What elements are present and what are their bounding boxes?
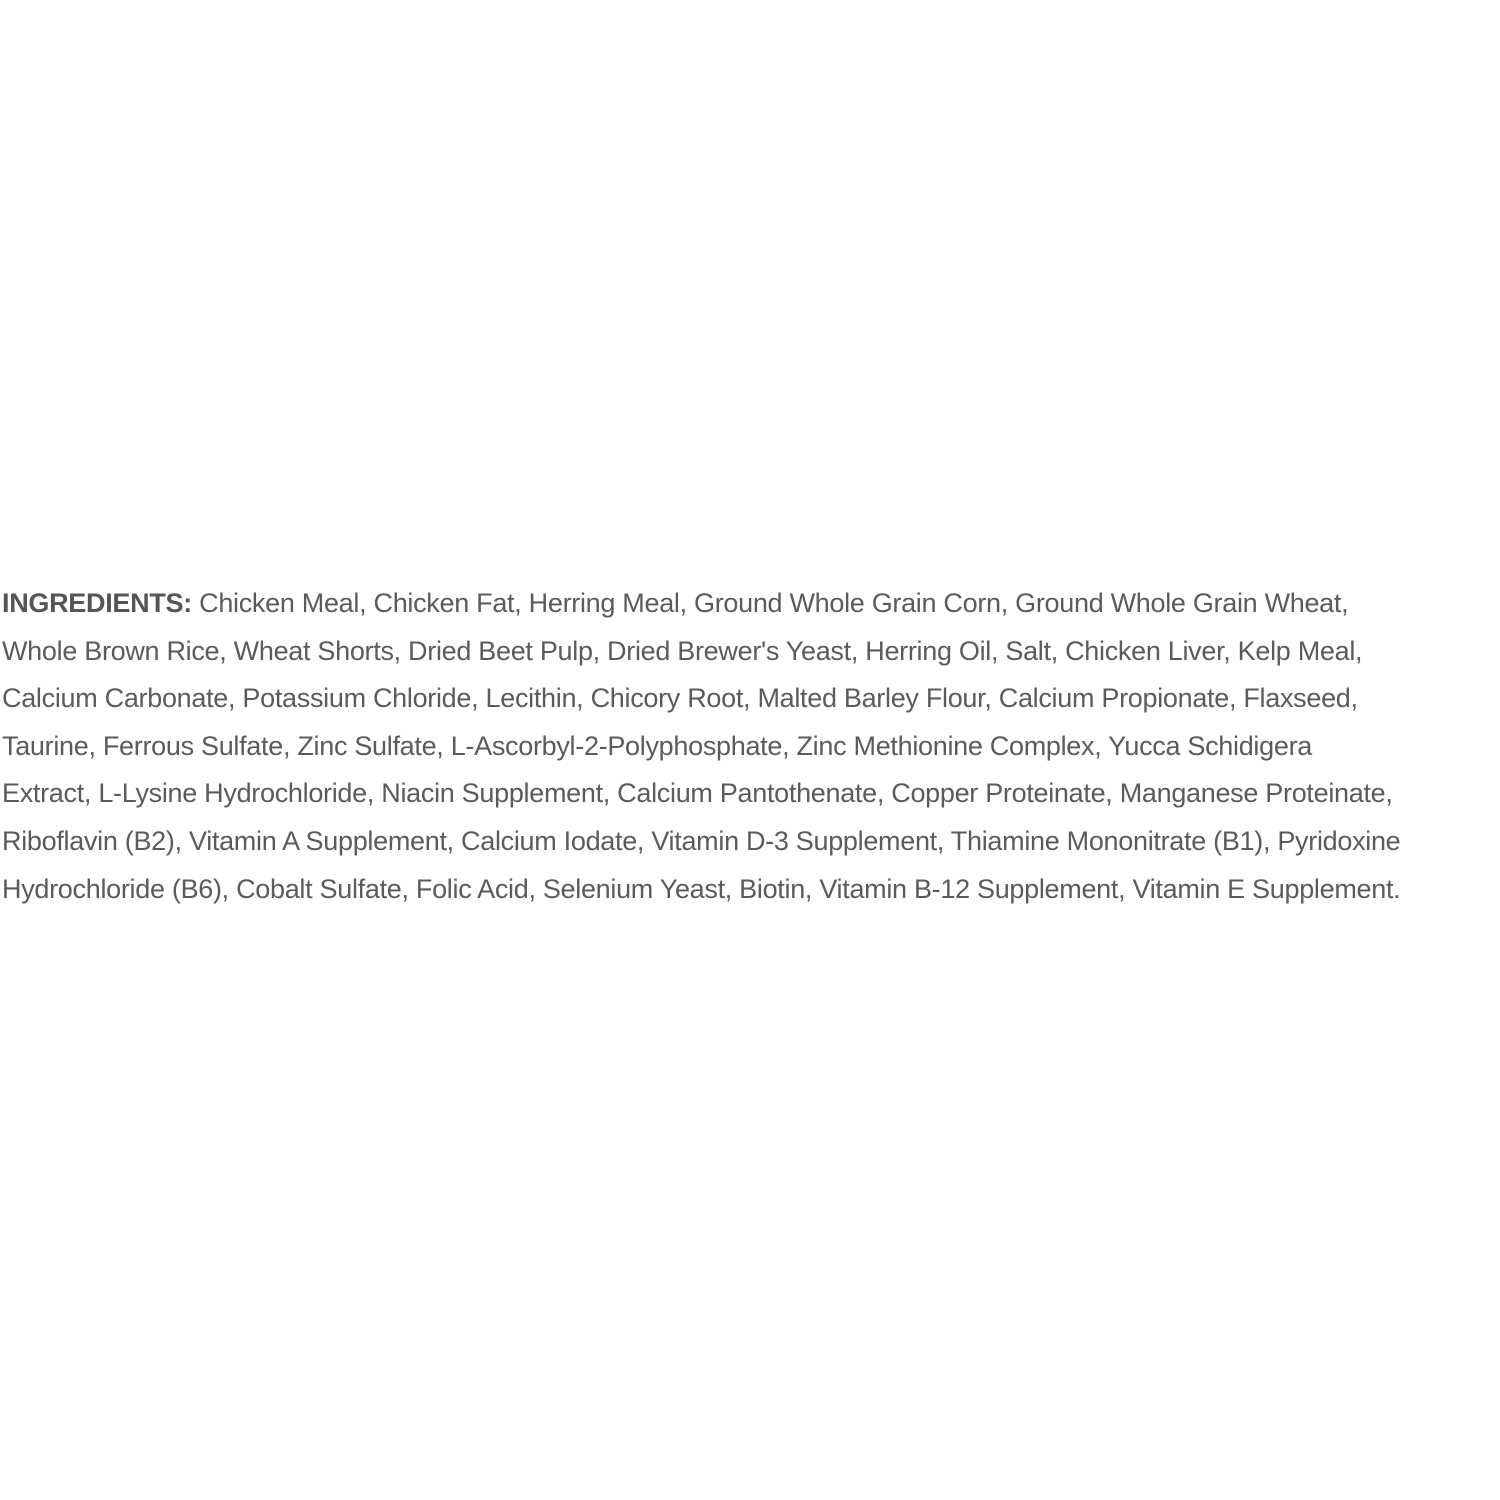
ingredients-line-4: Taurine, Ferrous Sulfate, Zinc Sulfate, L-Ascorbyl-2-Polyphosphate, Zinc Methionine Complex, Yucca Schidigera: [2, 730, 1312, 761]
ingredients-line-2: Whole Brown Rice, Wheat Shorts, Dried Beet Pulp, Dried Brewer's Yeast, Herring Oil, Salt, Chicken Liver, Kelp Meal,: [2, 635, 1363, 666]
ingredients-line-1: [2, 580, 1500, 628]
ingredients-heading: INGREDIENTS:: [2, 588, 192, 618]
ingredients-line-3: Calcium Carbonate, Potassium Chloride, Lecithin, Chicory Root, Malted Barley Flour, Calcium Propionate, Flaxseed,: [2, 683, 1358, 714]
ingredients-list: [0, 580, 1500, 913]
ingredients-line-1-text: Chicken Meal, Chicken Fat, Herring Meal, Ground Whole Grain Corn, Ground Whole Grain Wheat,: [191, 588, 1349, 618]
ingredients-line-7: Hydrochloride (B6), Cobalt Sulfate, Folic Acid, Selenium Yeast, Biotin, Vitamin B-12 Supplement, Vitamin E Supplement.: [2, 873, 1401, 904]
ingredients-line-5: Extract, L-Lysine Hydrochloride, Niacin Supplement, Calcium Pantothenate, Copper Proteinate, Manganese Proteinate,: [2, 778, 1393, 809]
ingredients-line-6: Riboflavin (B2), Vitamin A Supplement, Calcium Iodate, Vitamin D-3 Supplement, Thiamine Mononitrate (B1), Pyridoxine: [2, 825, 1401, 856]
